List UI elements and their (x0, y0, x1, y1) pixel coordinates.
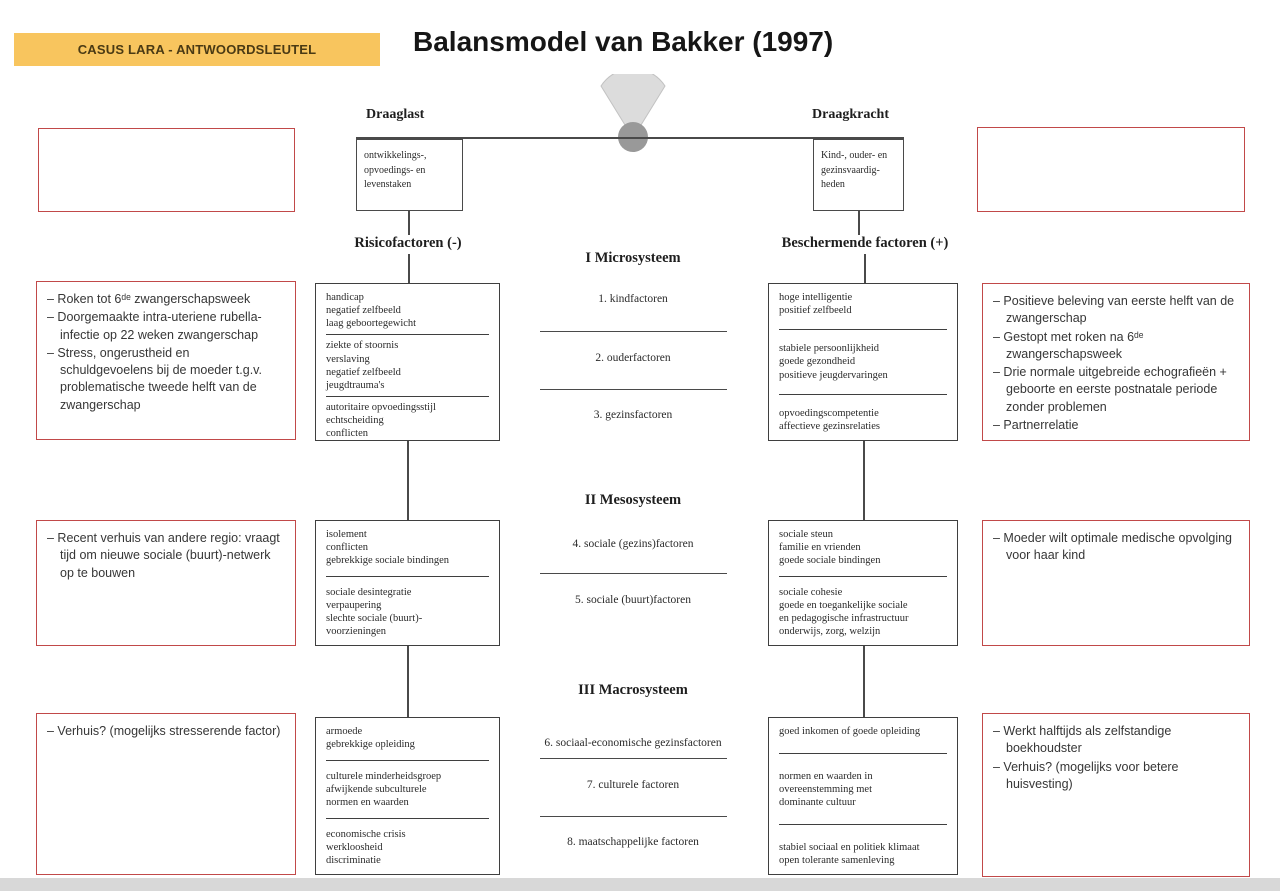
risk-factors-box-2 (315, 520, 500, 646)
factor-line: onderwijs, zorg, welzijn (779, 625, 881, 637)
box-section (779, 342, 947, 381)
factor-label-maatschappelijke: 8. maatschappelijke factoren (567, 836, 699, 848)
factor-line: negatief zelfbeeld (326, 305, 401, 317)
protective-factors-box-2 (768, 520, 958, 646)
annotation-box-left-meso (36, 520, 296, 646)
annotation-item: – Verhuis? (mogelijks stresserende factor) (47, 724, 281, 738)
box-section (779, 841, 947, 867)
section-divider (779, 329, 947, 330)
factor-divider (540, 573, 727, 574)
factor-line: verpaupering (326, 599, 382, 611)
factor-line: opvoedingscompetentie (779, 407, 879, 419)
risk-factors-header: Risicofactoren (-) (354, 235, 462, 251)
section-divider (779, 576, 947, 577)
draagkracht-label: Draagkracht (812, 107, 889, 122)
annotation-item: – Stress, ongerustheid en schuldgevoelens bij de moeder t.g.v. problematische tweede helft van de zwangerschap (47, 345, 262, 412)
connector-line (407, 646, 409, 717)
section-divider (326, 576, 489, 577)
box-section (779, 770, 947, 809)
factor-line: voorzieningen (326, 625, 387, 637)
box-section (326, 528, 489, 567)
draagkracht-box-line: heden (821, 179, 845, 190)
connector-line (408, 211, 410, 235)
factor-label-sociaal-economische: 6. sociaal-economische gezinsfactoren (544, 737, 722, 749)
annotation-box-right-macro (982, 713, 1250, 877)
factor-line: slechte sociale (buurt)- (326, 612, 423, 624)
factor-line: economische crisis (326, 828, 406, 840)
balance-scale-icon (585, 74, 681, 154)
factor-line: autoritaire opvoedingsstijl (326, 401, 436, 413)
annotation-item: – Drie normale uitgebreide echografieën + geboorte en eerste postnatale periode zonder problemen (993, 365, 1227, 414)
annotation-box-left-micro (36, 281, 296, 440)
factor-divider (540, 389, 727, 390)
connector-line (858, 211, 860, 235)
factor-line: gebrekkige opleiding (326, 739, 415, 751)
annotation-item: – Recent verhuis van andere regio: vraagt tijd om nieuwe sociale (buurt)-netwerk op te bouwen (47, 531, 280, 580)
factor-line: jeugdtrauma's (326, 379, 385, 391)
factor-line: positief zelfbeeld (779, 305, 852, 317)
box-section (326, 401, 489, 440)
annotation-item: – Roken tot 6ᵈᵉ zwangerschapsweek (47, 292, 251, 306)
factor-line: armoede (326, 726, 363, 737)
factor-line: positieve jeugdervaringen (779, 369, 888, 381)
draagkracht-box-line: Kind-, ouder- en (821, 150, 888, 161)
page-title: Balansmodel van Bakker (1997) (413, 26, 834, 57)
connector-line (407, 440, 409, 520)
annotation-item: – Doorgemaakte intra-uteriene rubella-infectie op 22 weken zwangerschap (47, 310, 262, 342)
factor-label-sociale-buurtfactoren: 5. sociale (buurt)factoren (575, 594, 691, 606)
box-section (326, 770, 489, 809)
annotation-box-right-micro (982, 283, 1250, 441)
system-title-macro: III Macrosysteem (578, 682, 688, 698)
draaglast-label: Draaglast (366, 107, 425, 122)
factor-line: culturele minderheidsgroep (326, 770, 442, 782)
system-title-micro: I Microsysteem (585, 250, 681, 266)
factor-label-gezinsfactoren: 3. gezinsfactoren (593, 409, 673, 421)
annotation-item: – Werkt halftijds als zelfstandige boekhoudster (993, 724, 1172, 756)
risk-factors-box-1 (315, 283, 500, 441)
section-divider (326, 818, 489, 819)
factor-line: conflicten (326, 542, 368, 554)
factor-divider (540, 331, 727, 332)
draaglast-box-line: ontwikkelings-, (364, 150, 427, 161)
factor-line: stabiele persoonlijkheid (779, 343, 880, 355)
factor-line: goede en toegankelijke sociale (779, 599, 908, 611)
factor-label-culturele: 7. culturele factoren (586, 779, 680, 791)
factor-line: discriminatie (326, 854, 381, 866)
connector-line (864, 254, 866, 283)
factor-line: goede sociale bindingen (779, 555, 881, 567)
factor-line: affectieve gezinsrelaties (779, 420, 880, 432)
section-divider (326, 334, 489, 335)
section-divider (326, 396, 489, 397)
factor-line: handicap (326, 292, 364, 303)
annotation-item: – Moeder wilt optimale medische opvolging voor haar kind (993, 531, 1233, 563)
factor-line: en pedagogische infrastructuur (779, 612, 909, 624)
factor-line: normen en waarden in (779, 770, 873, 782)
annotation-box-right-meso (982, 520, 1250, 646)
factor-label-ouderfactoren: 2. ouderfactoren (595, 352, 671, 364)
section-divider (779, 824, 947, 825)
factor-line: negatief zelfbeeld (326, 366, 401, 378)
factor-line: sociale steun (779, 529, 833, 540)
section-divider (779, 753, 947, 754)
draaglast-box-line: levenstaken (364, 179, 412, 190)
factor-line: laag geboortegewicht (326, 318, 417, 330)
annotation-item: – Partnerrelatie (993, 417, 1079, 432)
section-divider (779, 394, 947, 395)
system-title-meso: II Mesosysteem (584, 492, 682, 508)
connector-line (408, 254, 410, 283)
box-section (326, 828, 489, 867)
factor-line: sociale desintegratie (326, 586, 412, 598)
page-edge-shadow (0, 878, 1280, 891)
protective-factors-box-1 (768, 283, 958, 441)
factor-label-sociale-gezinsfactoren: 4. sociale (gezins)factoren (572, 538, 694, 550)
box-section (326, 339, 489, 392)
protective-factors-box-3 (768, 717, 958, 875)
annotation-box-left-top (38, 128, 295, 212)
draaglast-box-line: opvoedings- en (364, 164, 426, 176)
factor-line: open tolerante samenleving (779, 854, 895, 866)
factor-divider (540, 758, 727, 759)
answer-key-banner (14, 33, 380, 66)
annotation-item: – Verhuis? (mogelijks voor betere huisvesting) (993, 759, 1179, 791)
box-section (779, 407, 947, 433)
factor-line: gebrekkige sociale bindingen (326, 555, 450, 567)
factor-line: werkloosheid (326, 841, 383, 853)
box-section (326, 291, 489, 330)
factor-line: conflicten (326, 428, 368, 440)
answer-key-banner-label: CASUS LARA - ANTWOORDSLEUTEL (77, 42, 317, 57)
annotation-item: – Positieve beleving van eerste helft van de zwangerschap (993, 294, 1235, 326)
factor-line: overeenstemming met (779, 783, 873, 795)
factor-line: stabiel sociaal en politiek klimaat (779, 841, 920, 853)
draaglast-box (356, 139, 463, 211)
box-section (326, 725, 489, 751)
factor-line: goede gezondheid (779, 356, 856, 368)
annotation-item: – Gestopt met roken na 6ᵈᵉ zwangerschapsweek (993, 329, 1144, 361)
box-section (779, 586, 947, 639)
factor-line: goed inkomen of goede opleiding (779, 726, 921, 737)
draagkracht-box-line: gezinsvaardig- (821, 164, 880, 176)
factor-line: familie en vrienden (779, 542, 861, 554)
connector-line (863, 440, 865, 520)
box-section (779, 528, 947, 567)
factor-line: verslaving (326, 353, 370, 365)
factor-line: normen en waarden (326, 797, 409, 808)
protective-factors-header: Beschermende factoren (+) (781, 235, 949, 251)
factor-line: afwijkende subculturele (326, 783, 427, 795)
factor-divider (540, 816, 727, 817)
factor-line: sociale cohesie (779, 586, 843, 598)
annotation-box-left-macro (36, 713, 296, 875)
draagkracht-box (813, 139, 904, 211)
factor-label-kindfactoren: 1. kindfactoren (598, 293, 668, 305)
connector-line (863, 646, 865, 717)
factor-line: hoge intelligentie (779, 292, 853, 303)
factor-line: echtscheiding (326, 415, 384, 426)
box-section (326, 586, 489, 639)
factor-line: isolement (326, 529, 367, 540)
factor-line: ziekte of stoornis (326, 340, 399, 352)
section-divider (326, 760, 489, 761)
risk-factors-box-3 (315, 717, 500, 875)
factor-line: dominante cultuur (779, 797, 856, 808)
box-section (779, 725, 947, 738)
annotation-box-right-top (977, 127, 1245, 212)
box-section (779, 291, 947, 317)
